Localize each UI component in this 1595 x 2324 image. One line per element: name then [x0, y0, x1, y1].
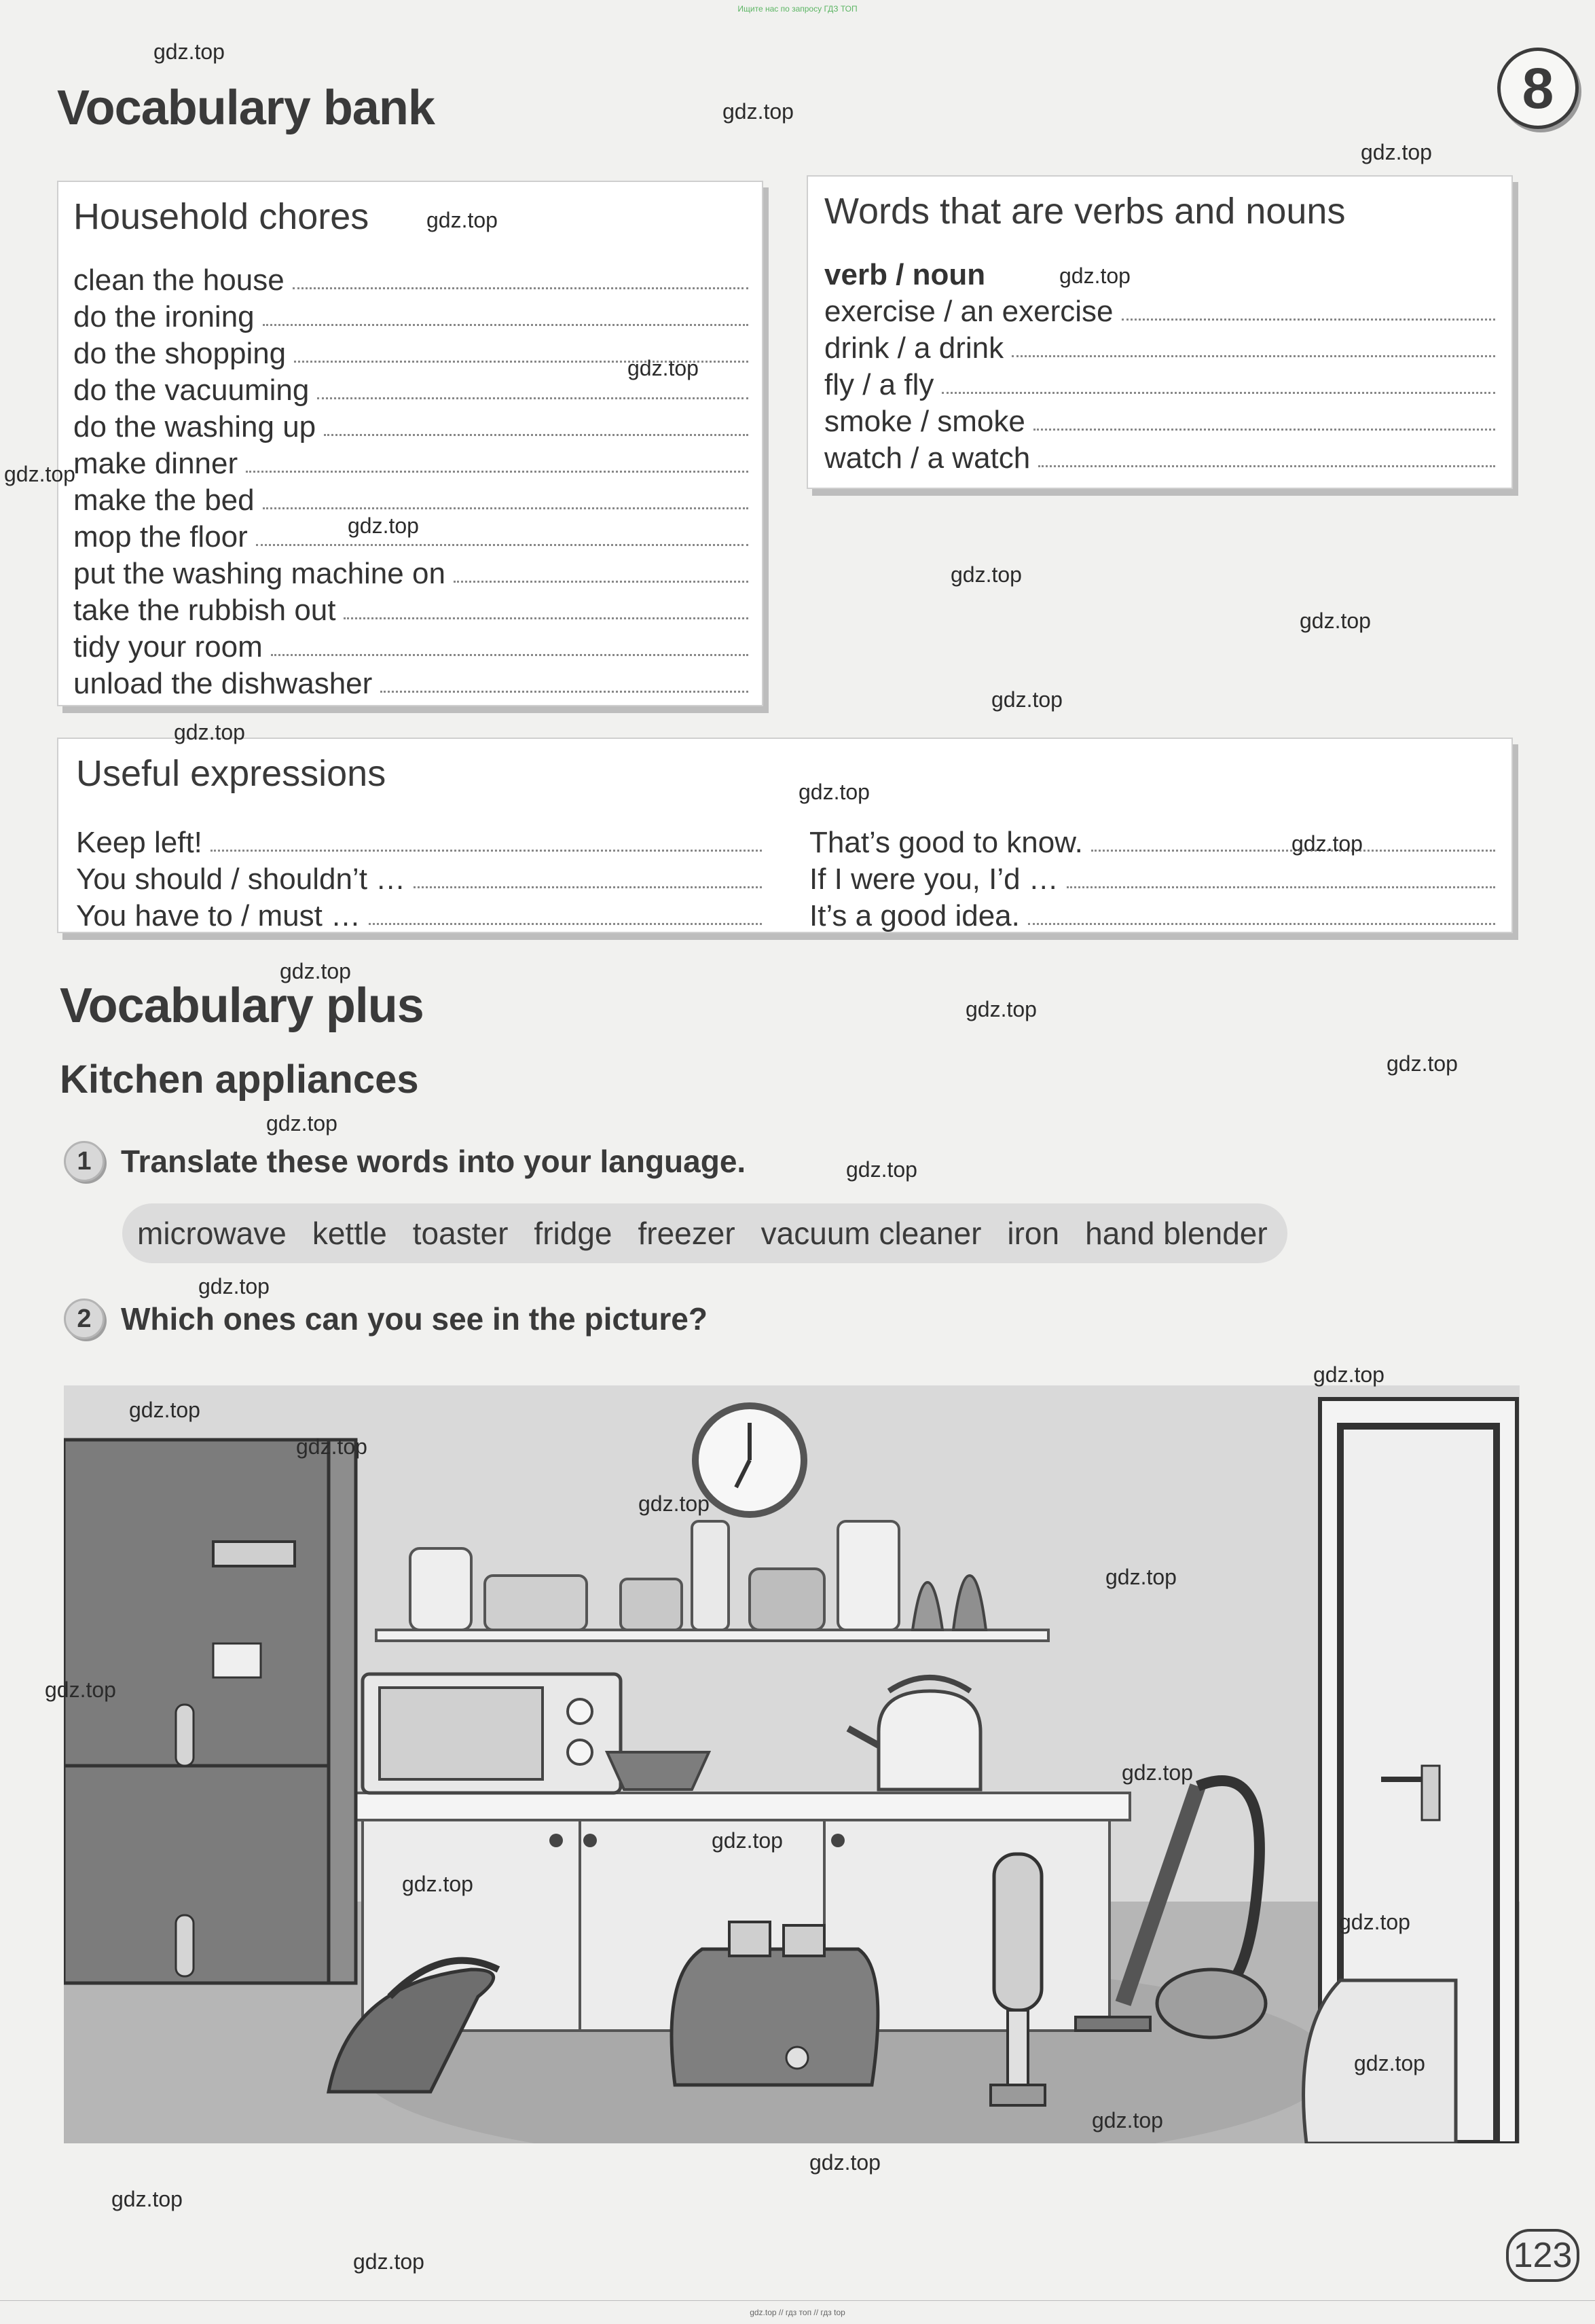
- answer-line: [293, 287, 748, 289]
- watermark: gdz.top: [198, 1274, 270, 1299]
- list-item: do the vacuuming: [73, 371, 748, 407]
- list-item: smoke / smoke: [824, 402, 1495, 439]
- wall-clock: [695, 1406, 804, 1514]
- exercise-instruction: Translate these words into your language.: [121, 1144, 746, 1179]
- watermark: gdz.top: [280, 959, 351, 983]
- word-item: toaster: [412, 1216, 509, 1251]
- answer-line: [1028, 922, 1495, 925]
- watermark: gdz.top: [638, 1491, 710, 1516]
- word-item: microwave: [137, 1216, 287, 1251]
- word-item: kettle: [312, 1216, 387, 1251]
- unit-badge: 8: [1497, 48, 1579, 129]
- list-item: You should / shouldn’t …: [76, 860, 762, 896]
- watermark: gdz.top: [129, 1398, 200, 1422]
- watermark: gdz.top: [111, 2187, 183, 2211]
- watermark: gdz.top: [627, 356, 699, 380]
- watermark: gdz.top: [348, 513, 419, 538]
- watermark: gdz.top: [402, 1872, 473, 1896]
- watermark: gdz.top: [4, 462, 75, 486]
- list-item: unload the dishwasher: [73, 664, 748, 701]
- answer-line: [263, 323, 748, 326]
- list-item: make dinner: [73, 444, 748, 481]
- list-item: do the shopping: [73, 334, 748, 371]
- exercise-instruction: Which ones can you see in the picture?: [121, 1301, 708, 1337]
- watermark: gdz.top: [153, 39, 225, 64]
- answer-line: [271, 653, 748, 656]
- watermark: gdz.top: [1092, 2108, 1163, 2132]
- answer-line: [1122, 318, 1495, 321]
- kitchen-illustration: [64, 1385, 1520, 2143]
- watermark: gdz.top: [266, 1111, 337, 1136]
- exercise-1: [64, 1141, 746, 1182]
- word-item: fridge: [534, 1216, 612, 1251]
- watermark: gdz.top: [1122, 1760, 1193, 1785]
- list-item: If I were you, I’d …: [809, 860, 1495, 896]
- verbs-nouns-box: [807, 175, 1513, 489]
- watermark: gdz.top: [951, 562, 1022, 587]
- page-title: Vocabulary bank: [57, 81, 435, 135]
- kitchen-appliances-subtitle: Kitchen appliances: [60, 1057, 419, 1102]
- answer-line: [454, 580, 748, 583]
- word-item: vacuum cleaner: [760, 1216, 982, 1251]
- exercise-2: [64, 1299, 708, 1339]
- watermark: gdz.top: [296, 1434, 367, 1459]
- list-item: drink / a drink: [824, 329, 1495, 365]
- watermark: gdz.top: [846, 1157, 917, 1182]
- list-item: exercise / an exercise: [824, 292, 1495, 329]
- list-item: watch / a watch: [824, 439, 1495, 475]
- watermark: gdz.top: [991, 687, 1063, 712]
- watermark: gdz.top: [1339, 1910, 1410, 1934]
- answer-line: [263, 507, 748, 509]
- word-item: iron: [1007, 1216, 1060, 1251]
- watermark: gdz.top: [1059, 264, 1131, 288]
- verbs-nouns-title: Words that are verbs and nouns: [824, 191, 1346, 232]
- watermark: gdz.top: [1313, 1362, 1385, 1387]
- fridge-freezer: [64, 1440, 356, 1983]
- list-item: fly / a fly: [824, 365, 1495, 402]
- watermark: gdz.top: [1387, 1051, 1458, 1076]
- answer-line: [380, 690, 748, 693]
- watermark: gdz.top: [1354, 2051, 1425, 2075]
- answer-line: [1038, 465, 1495, 467]
- exercise-number: 2: [64, 1299, 105, 1339]
- answer-line: [942, 391, 1495, 394]
- answer-line: [210, 849, 762, 852]
- list-item: put the washing machine on: [73, 554, 748, 591]
- watermark: gdz.top: [1105, 1565, 1177, 1589]
- watermark: gdz.top: [712, 1828, 783, 1853]
- watermark: gdz.top: [799, 780, 870, 804]
- verbs-nouns-header: verb / noun: [824, 258, 986, 291]
- useful-expressions-title: Useful expressions: [76, 753, 386, 794]
- list-item: You have to / must …: [76, 896, 762, 933]
- answer-line: [317, 397, 748, 399]
- page-number: 123: [1506, 2229, 1579, 2282]
- watermark: gdz.top: [722, 99, 794, 124]
- watermark: gdz.top: [45, 1677, 116, 1702]
- answer-line: [256, 543, 748, 546]
- word-item: hand blender: [1085, 1216, 1268, 1251]
- household-chores-title: Household chores: [73, 196, 369, 237]
- list-item: do the washing up: [73, 407, 748, 444]
- household-chores-box: [57, 181, 763, 706]
- list-item: do the ironing: [73, 297, 748, 334]
- footer-divider: [0, 2300, 1595, 2301]
- watermark: gdz.top: [1300, 609, 1371, 633]
- watermark: gdz.top: [174, 720, 245, 744]
- list-item: Keep left!: [76, 823, 762, 860]
- list-item: take the rubbish out: [73, 591, 748, 628]
- list-item: make the bed: [73, 481, 748, 518]
- footer-text: gdz.top // гдз топ // гдз top: [750, 2308, 845, 2317]
- word-item: freezer: [638, 1216, 735, 1251]
- microwave: [363, 1674, 621, 1793]
- list-item: tidy your room: [73, 628, 748, 664]
- answer-line: [1012, 355, 1495, 357]
- answer-line: [246, 470, 748, 473]
- watermark: gdz.top: [353, 2249, 424, 2274]
- list-item: mop the floor: [73, 518, 748, 554]
- answer-line: [344, 617, 748, 619]
- watermark: gdz.top: [1361, 140, 1432, 164]
- answer-line: [1033, 428, 1495, 431]
- vocabulary-plus-title: Vocabulary plus: [60, 979, 424, 1033]
- exercise-number: 1: [64, 1141, 105, 1182]
- word-bank: [122, 1203, 1287, 1263]
- list-item: That’s good to know.: [809, 823, 1495, 860]
- watermark: gdz.top: [809, 2150, 881, 2175]
- answer-line: [414, 886, 762, 888]
- watermark: gdz.top: [966, 997, 1037, 1021]
- watermark: gdz.top: [1291, 831, 1363, 856]
- answer-line: [1067, 886, 1495, 888]
- answer-line: [324, 433, 748, 436]
- answer-line: [369, 922, 762, 925]
- list-item: It’s a good idea.: [809, 896, 1495, 933]
- watermark: gdz.top: [426, 208, 498, 232]
- wall-shelf: [376, 1630, 1048, 1641]
- list-item: clean the house: [73, 261, 748, 297]
- top-note: Ищите нас по запросу ГДЗ ТОП: [737, 4, 858, 14]
